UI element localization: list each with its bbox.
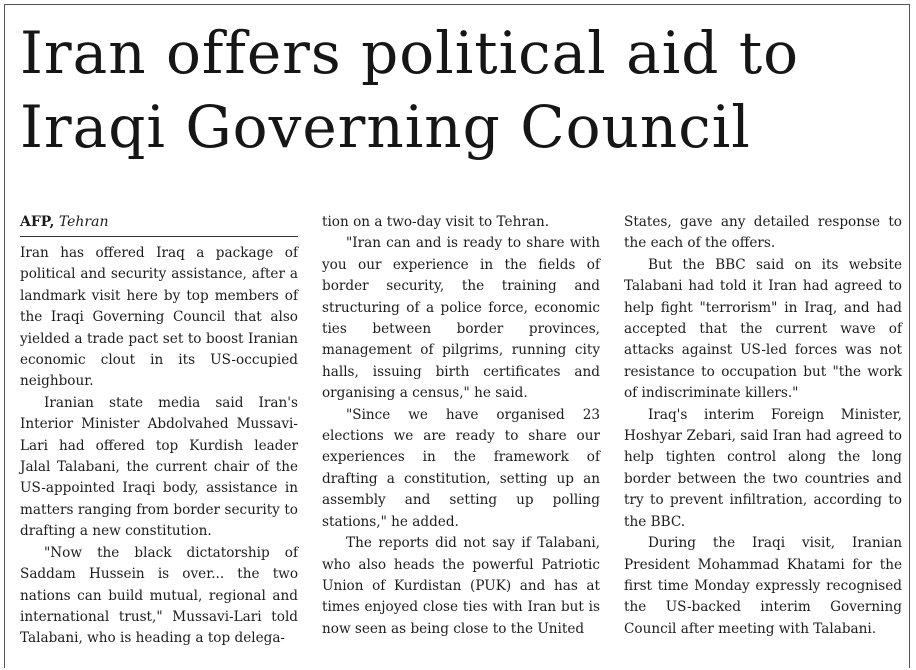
paragraph: "Iran can and is ready to share with you our experience in the fields of border security, the training and structuring of a police force, economic ties between border provinces, management of pilgrims, running city halls, issuing birth certificates and organising a census," he said. <box>322 235 600 402</box>
headline: Iran offers political aid to Iraqi Governing Council <box>20 19 800 161</box>
paragraph: "Since we have organised 23 elections we are ready to share our experiences in the framework of drafting a constitution, setting up an assembly and setting up polling stations," he added. <box>322 406 600 530</box>
paragraph: "Now the black dictatorship of Saddam Hussein is over... the two nations can build mutual, regional and international trust," Mussavi-Lari told Talabani, who is heading a top delega- <box>20 544 298 647</box>
article-column-3 <box>624 212 902 640</box>
paragraph: States, gave any detailed response to the each of the offers. <box>624 214 902 252</box>
paragraph: During the Iraqi visit, Iranian President Mohammad Khatami for the first time Monday expressly recognised the US-backed interim Governing Council after meeting with Talabani. <box>624 535 902 637</box>
paragraph: Iranian state media said Iran's Interior Minister Abdolvahed Mussavi-Lari had offered top Kurdish leader Jalal Talabani, the current chair of the US-appointed Iraqi body, assistance in matters ranging from border security to drafting a new constitution. <box>20 394 298 540</box>
paragraph: Iran has offered Iraq a package of political and security assistance, after a landmark visit here by top members of the Iraqi Governing Council that also yielded a trade pact set to boost Iranian economic clout in its US-occupied neighbour. <box>20 245 298 390</box>
article-column-1 <box>20 212 298 650</box>
article-column-2 <box>322 212 600 640</box>
byline-city: Tehran <box>58 214 109 230</box>
byline <box>20 212 298 237</box>
paragraph: But the BBC said on its website Talabani had told it Iran had agreed to help fight "terrorism" in Iraq, and had accepted that the current wave of attacks against US-led forces was not resistance to occupation but "the work of indiscriminate killers." <box>624 256 902 402</box>
paragraph: The reports did not say if Talabani, who also heads the powerful Patriotic Union of Kurdistan (PUK) and has at times enjoyed close ties with Iran but is now seen as being close to the United <box>322 535 600 637</box>
paragraph: tion on a two-day visit to Tehran. <box>322 214 550 230</box>
paragraph: Iraq's interim Foreign Minister, Hoshyar Zebari, said Iran had agreed to help tighten control along the long border between the two countries and try to prevent infiltration, according to the BBC. <box>624 406 902 530</box>
byline-agency: AFP, <box>20 214 55 230</box>
